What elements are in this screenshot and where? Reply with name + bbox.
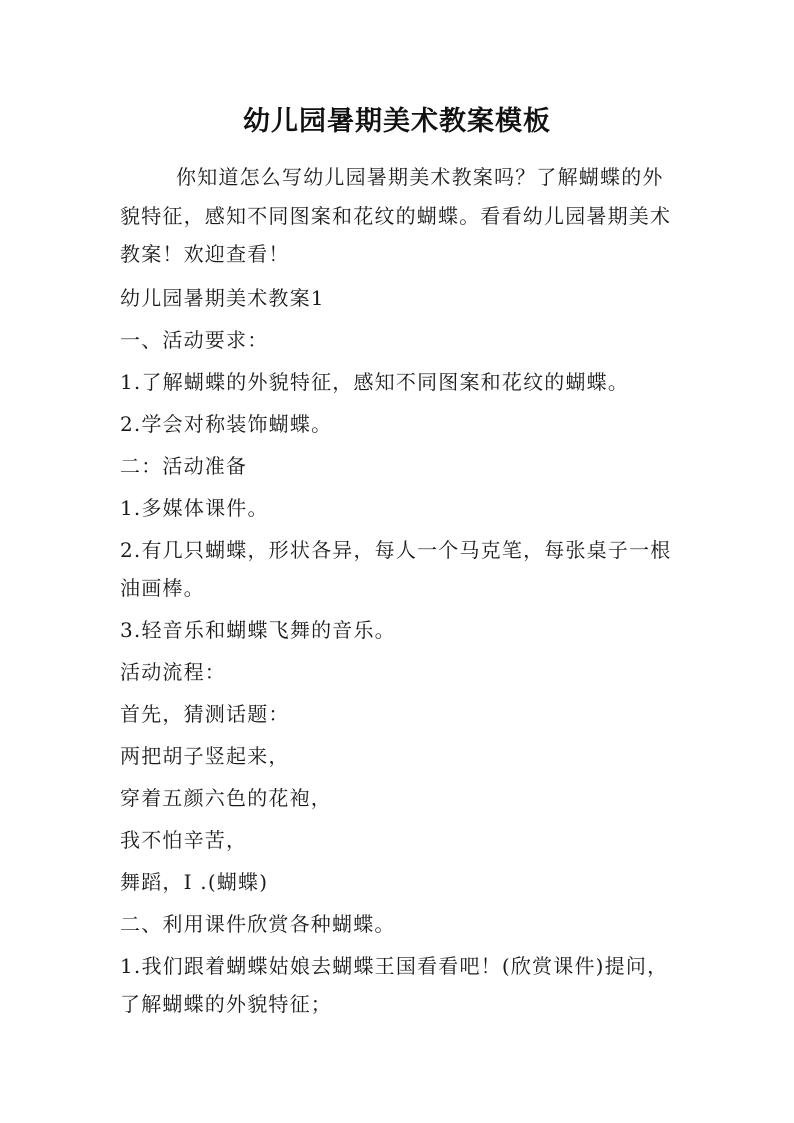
list-item-continuation: 了解蝴蝶的外貌特征； bbox=[120, 992, 332, 1016]
list-item: 1.我们跟着蝴蝶姑娘去蝴蝶王国看看吧！(欣赏课件)提问， bbox=[120, 954, 669, 978]
body-lines bbox=[120, 285, 690, 1017]
page-title: 幼儿园暑期美术教案模板 bbox=[243, 106, 551, 137]
text-line: 首先，猜测话题： bbox=[120, 702, 290, 726]
subheading: 一、活动要求： bbox=[120, 328, 269, 352]
intro-paragraph: 你知道怎么写幼儿园暑期美术教案吗？了解蝴蝶的外貌特征，感知不同图案和花纹的蝴蝶。看看幼儿园暑期美术教案！欢迎查看！ bbox=[120, 165, 672, 266]
subheading: 二：活动准备 bbox=[120, 454, 248, 478]
list-item-continuation: 油画棒。 bbox=[120, 576, 205, 600]
subheading: 活动流程： bbox=[120, 660, 226, 684]
list-item: 1.多媒体课件。 bbox=[120, 496, 269, 520]
riddle-line: 穿着五颜六色的花袍， bbox=[120, 786, 332, 810]
riddle-line: 两把胡子竖起来， bbox=[120, 744, 290, 768]
list-item: 3.轻音乐和蝴蝶飞舞的音乐。 bbox=[120, 618, 396, 642]
list-item: 2.有几只蝴蝶，形状各异，每人一个马克笔，每张桌子一根 bbox=[120, 538, 672, 562]
subheading: 二、利用课件欣赏各种蝴蝶。 bbox=[120, 912, 396, 936]
list-item: 2.学会对称装饰蝴蝶。 bbox=[120, 412, 333, 436]
riddle-line: 舞蹈，I .(蝴蝶) bbox=[120, 870, 269, 894]
riddle-line: 我不怕辛苦， bbox=[120, 828, 248, 852]
list-item: 1.了解蝴蝶的外貌特征，感知不同图案和花纹的蝴蝶。 bbox=[120, 370, 630, 394]
section-heading: 幼儿园暑期美术教案1 bbox=[120, 286, 325, 310]
